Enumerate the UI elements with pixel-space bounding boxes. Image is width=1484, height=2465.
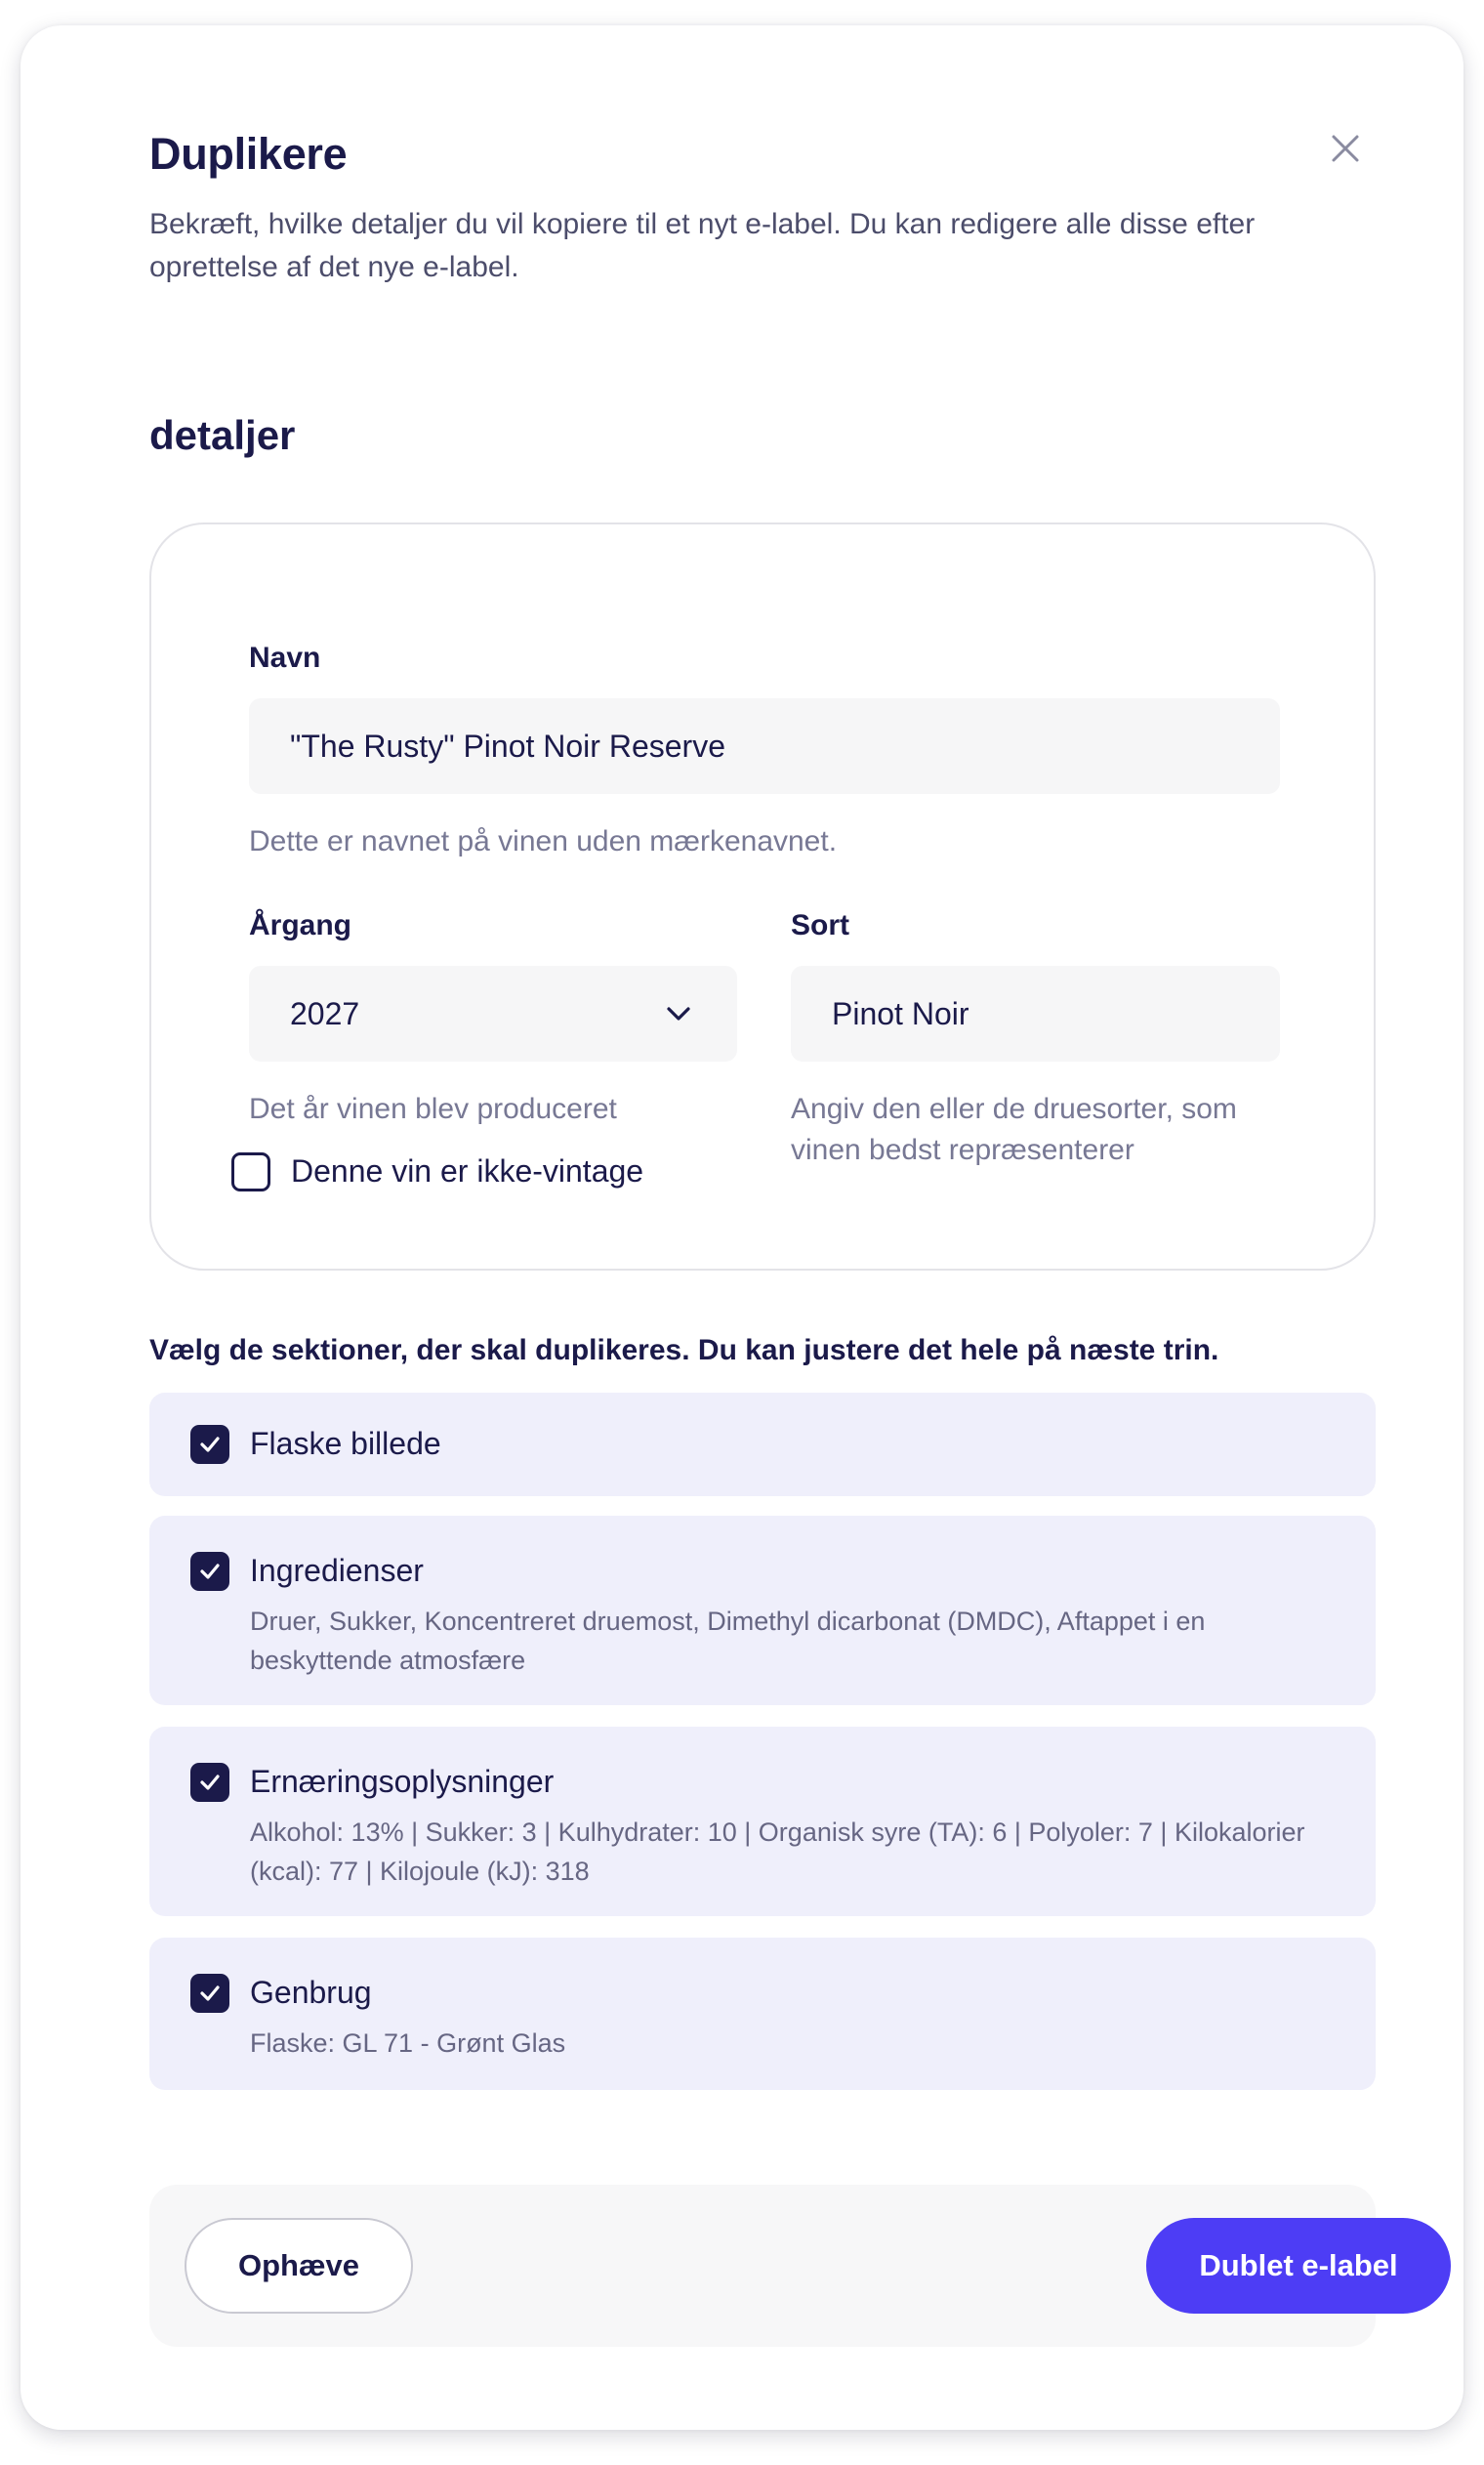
duplicate-e-label-button[interactable]: Dublet e-label	[1146, 2218, 1451, 2314]
sections-intro: Vælg de sektioner, der skal duplikeres. Du kan justere det hele på næste trin.	[149, 1334, 1219, 1366]
details-section-title: detaljer	[149, 412, 296, 458]
duplicate-modal	[21, 25, 1463, 2430]
chevron-down-icon	[665, 1002, 692, 1025]
name-help-text: Dette er navnet på vinen uden mærkenavnet.	[249, 825, 838, 857]
checkbox-checked[interactable]	[190, 1974, 229, 2013]
check-icon	[198, 1562, 222, 1581]
non-vintage-checkbox[interactable]	[231, 1152, 270, 1191]
checkbox-checked[interactable]	[190, 1552, 229, 1591]
vintage-label: Årgang	[249, 909, 351, 941]
section-option-title: Flaske billede	[250, 1426, 441, 1461]
section-option-recycling[interactable]	[149, 1938, 1376, 2090]
variety-input-value: Pinot Noir	[832, 995, 969, 1031]
modal-title: Duplikere	[149, 129, 348, 179]
section-option-title: Ernæringsoplysninger	[250, 1764, 555, 1799]
section-option-description: Flaske: GL 71 - Grønt Glas	[250, 2028, 566, 2058]
close-icon	[1331, 134, 1360, 163]
section-option-title: Ingredienser	[250, 1553, 424, 1588]
variety-label: Sort	[791, 909, 849, 941]
section-option-ingredients[interactable]	[149, 1516, 1376, 1705]
cancel-button[interactable]: Ophæve	[185, 2218, 413, 2314]
modal-subtitle: Bekræft, hvilke detaljer du vil kopiere til et nyt e-label. Du kan redigere alle disse efter oprettelse af det nye e-label.	[149, 208, 1256, 283]
variety-input[interactable]	[791, 966, 1280, 1062]
name-label: Navn	[249, 642, 321, 674]
section-option-description: Druer, Sukker, Koncentreret druemost, Dimethyl dicarbonat (DMDC), Aftappet i en beskyttende atmosfære	[250, 1607, 1206, 1675]
variety-help-text: Angiv den eller de druesorter, som vinen bedst repræsenterer	[791, 1093, 1237, 1166]
checkbox-checked[interactable]	[190, 1425, 229, 1464]
check-icon	[198, 1773, 222, 1792]
check-icon	[198, 1984, 222, 2003]
modal-footer	[149, 2185, 1398, 2347]
section-option-title: Genbrug	[250, 1975, 372, 2010]
vintage-help-text: Det år vinen blev produceret	[249, 1093, 617, 1125]
vintage-select-value: 2027	[290, 995, 360, 1031]
check-icon	[198, 1435, 222, 1454]
section-option-description: Alkohol: 13% | Sukker: 3 | Kulhydrater: 10 | Organisk syre (TA): 6 | Polyoler: 7 | Kilokalorier (kcal): 77 | Kilojoule (kJ): 318	[250, 1817, 1305, 1886]
section-option-bottle-image[interactable]	[149, 1393, 1376, 1496]
name-input-value: "The Rusty" Pinot Noir Reserve	[290, 728, 725, 764]
close-button[interactable]	[1314, 117, 1377, 180]
section-option-nutrition[interactable]	[149, 1727, 1376, 1916]
vintage-select[interactable]	[249, 966, 737, 1062]
non-vintage-label[interactable]: Denne vin er ikke-vintage	[291, 1153, 644, 1189]
name-input[interactable]	[249, 698, 1280, 794]
checkbox-checked[interactable]	[190, 1763, 229, 1802]
details-card	[149, 522, 1376, 1271]
